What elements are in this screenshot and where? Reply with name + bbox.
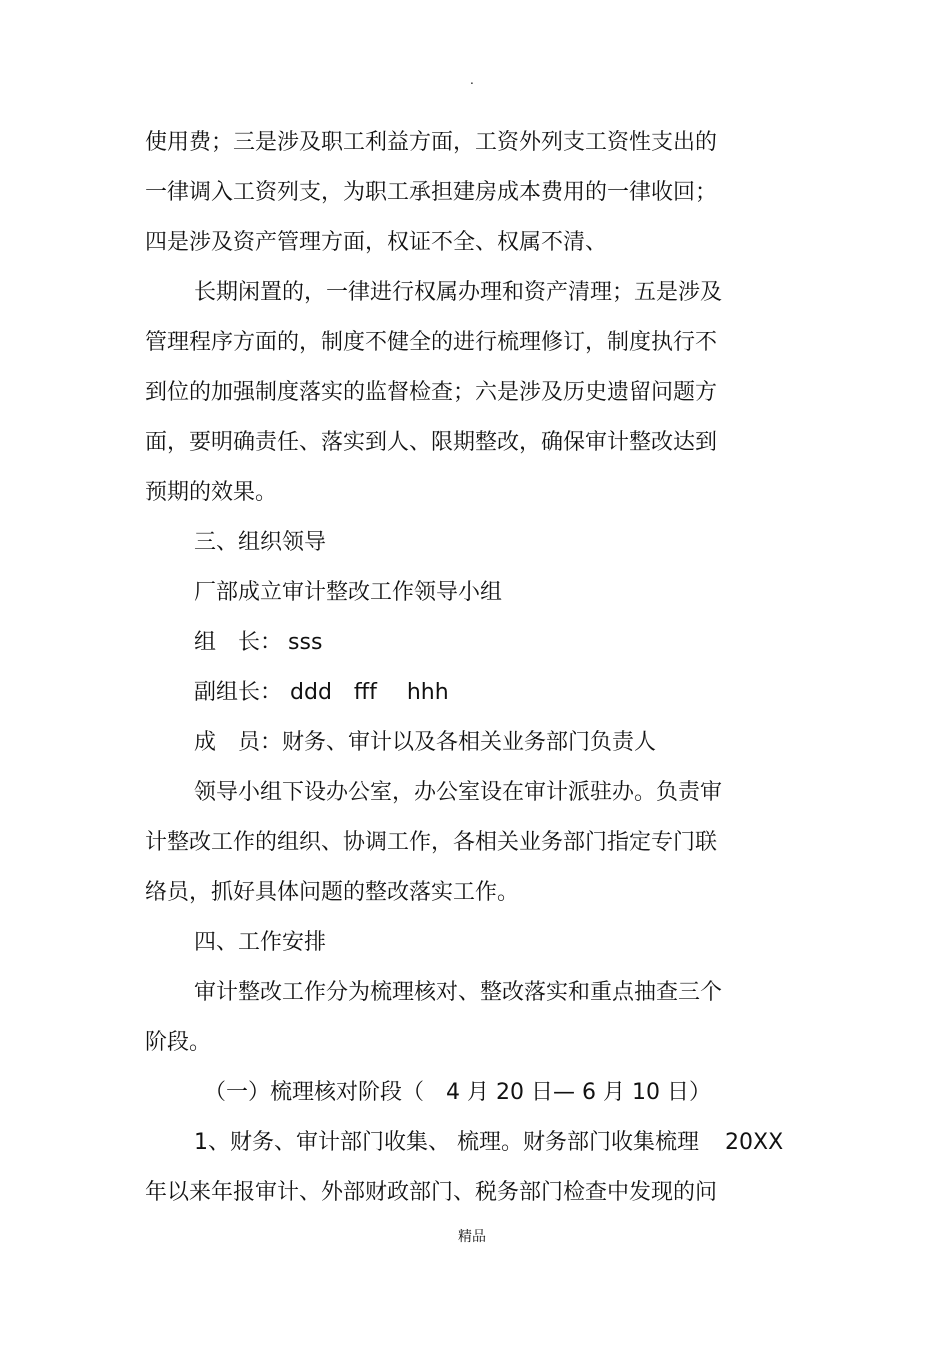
text-line: 长期闲置的，一律进行权属办理和资产清理；五是涉及 — [194, 280, 723, 305]
member-text: 财务、审计以及各相关业务部门负责人 — [282, 730, 657, 755]
text-line: 计整改工作的组织、协调工作，各相关业务部门指定专门联 — [145, 830, 718, 855]
text-line: 年以来年报审计、外部财政部门、税务部门检查中发现的问 — [145, 1180, 718, 1205]
leader-label: 组 长： — [194, 630, 283, 655]
deputy-label: 副组长： — [194, 680, 283, 705]
section-heading-3: 三、组织领导 — [194, 530, 327, 555]
section-heading-4: 四、工作安排 — [194, 930, 327, 955]
deputy-name-1: ddd — [290, 680, 332, 705]
deputy-line — [194, 678, 449, 708]
deputy-name-3: hhh — [406, 680, 449, 705]
page-footer: 精品 — [458, 1229, 486, 1245]
text-line: 络员，抓好具体问题的整改落实工作。 — [145, 880, 520, 905]
deputy-name-2: fff — [353, 680, 377, 705]
leader-name: sss — [288, 630, 323, 655]
item-1-line — [194, 1128, 783, 1158]
text-line: 到位的加强制度落实的监督检查；六是涉及历史遗留问题方 — [145, 380, 718, 405]
text-line: 一律调入工资列支，为职工承担建房成本费用的一律收回； — [145, 180, 718, 205]
text-line: 预期的效果。 — [145, 480, 278, 505]
text-line: 使用费；三是涉及职工利益方面，工资外列支工资性支出的 — [145, 130, 718, 155]
text-line: 厂部成立审计整改工作领导小组 — [194, 580, 503, 605]
item-1-year: 20XX — [725, 1130, 784, 1155]
header-dot: . — [470, 73, 474, 87]
text-line: 领导小组下设办公室，办公室设在审计派驻办。负责审 — [194, 780, 723, 805]
item-1-text: 1、财务、审计部门收集、 梳理。财务部门收集梳理 — [194, 1130, 699, 1155]
text-line: 四是涉及资产管理方面，权证不全、权属不清、 — [145, 230, 608, 255]
phase-1-title: （一）梳理核对阶段（ — [204, 1080, 425, 1105]
phase-1-line — [204, 1078, 711, 1108]
member-line — [194, 728, 656, 758]
text-line: 管理程序方面的，制度不健全的进行梳理修订，制度执行不 — [145, 330, 718, 355]
member-label: 成 员： — [194, 730, 283, 755]
leader-line — [194, 628, 322, 658]
text-line: 阶段。 — [145, 1030, 212, 1055]
text-line: 面，要明确责任、落实到人、限期整改，确保审计整改达到 — [145, 430, 718, 455]
phase-1-dates: 4 月 20 日— 6 月 10 日） — [446, 1080, 711, 1105]
text-line: 审计整改工作分为梳理核对、整改落实和重点抽查三个 — [194, 980, 723, 1005]
